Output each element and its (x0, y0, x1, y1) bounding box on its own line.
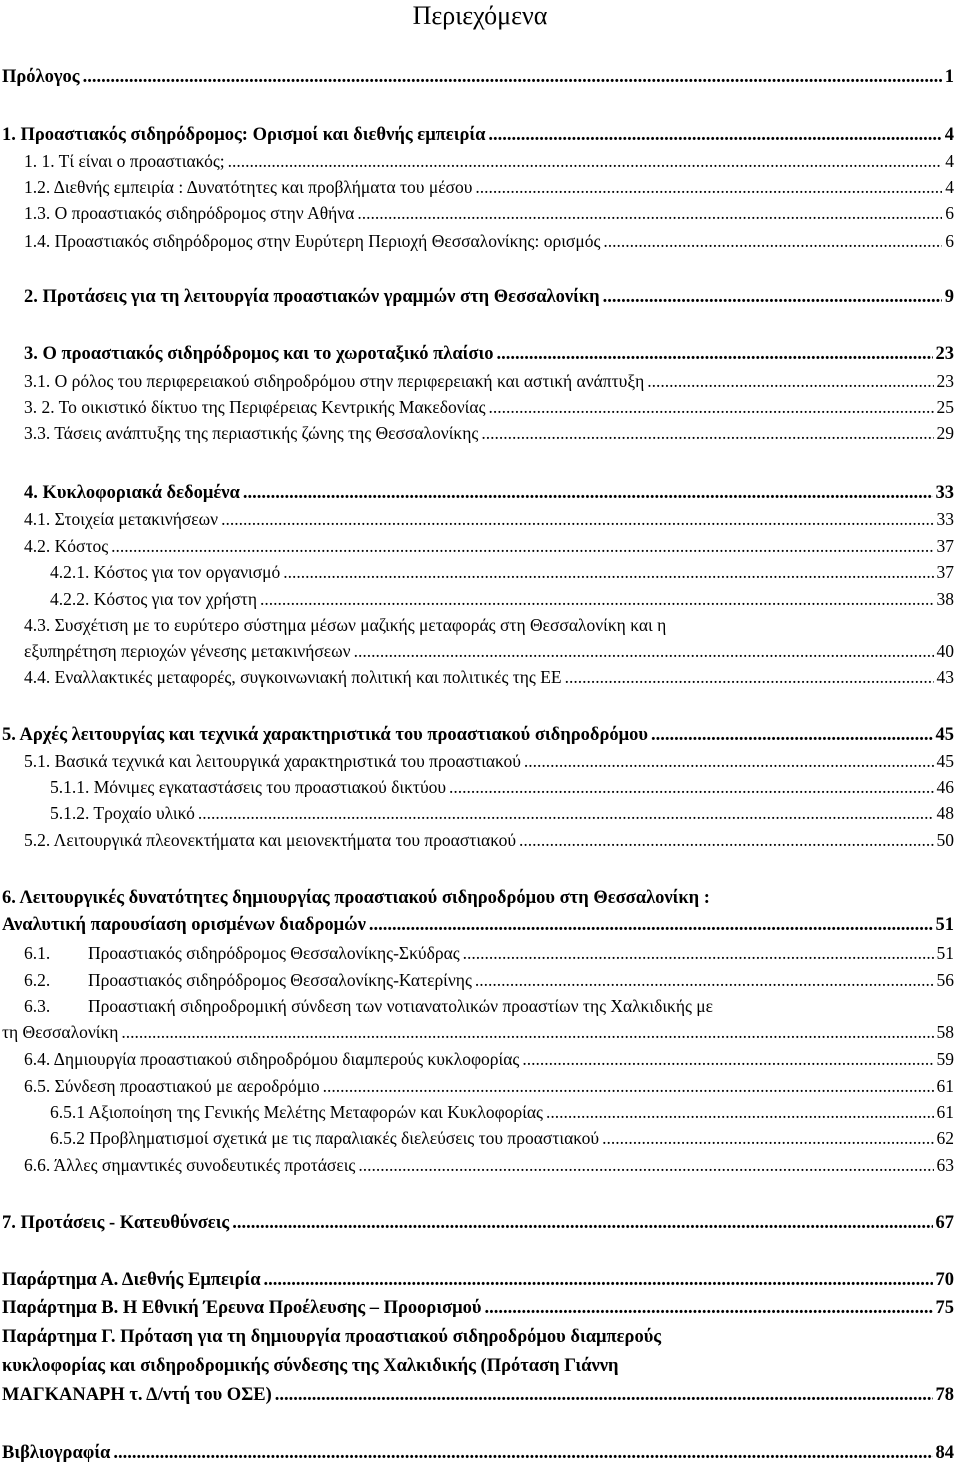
toc-entry-4-2[interactable] (24, 535, 954, 557)
toc-label: 3.3. Τάσεις ανάπτυξης της περιαστικής ζώνης της Θεσσαλονίκης (24, 423, 479, 443)
toc-label: 5.1.2. Τροχαίο υλικό (50, 803, 195, 823)
toc-entry-chapter-5[interactable] (2, 724, 954, 746)
toc-entry-4-4[interactable] (24, 666, 954, 688)
toc-label: 4.2.1. Κόστος για τον οργανισμό (50, 562, 281, 582)
toc-page-number: 75 (935, 1298, 954, 1318)
toc-page-number: 29 (936, 423, 954, 443)
toc-label: Παράρτημα Α. Διεθνής Εμπειρία (2, 1270, 261, 1290)
toc-page-number: 51 (936, 943, 954, 963)
toc-label: 1.3. Ο προαστιακός σιδηρόδρομος στην Αθήνα (24, 203, 355, 223)
toc-page-number: 6 (945, 231, 954, 251)
toc-entry-chapter-1[interactable] (2, 124, 954, 146)
toc-page-number: 61 (936, 1076, 954, 1096)
toc-page-number: 4 (944, 125, 954, 145)
toc-page-number: 46 (936, 777, 954, 797)
toc-entry-appendix-c-line-2[interactable]: κυκλοφορίας και σιδηροδρομικής σύνδεσης της Χαλκιδικής (Πρόταση Γιάννη (2, 1356, 619, 1376)
toc-label: Προαστιακή σιδηροδρομική σύνδεση των νοτιανατολικών προαστίων της Χαλκιδικής με (88, 996, 714, 1016)
toc-page-number: 61 (936, 1102, 954, 1122)
toc-entry-5-1-2[interactable] (50, 802, 954, 824)
toc-label: τη Θεσσαλονίκη (2, 1022, 119, 1042)
toc-entry-bibliography[interactable] (2, 1442, 954, 1464)
toc-label: 5.1. Βασικά τεχνικά και λειτουργικά χαρακτηριστικά του προαστιακού (24, 751, 521, 771)
toc-label: ΜΑΓΚΑΝΑΡΗ τ. Δ/ντή του ΟΣΕ) (2, 1385, 272, 1405)
toc-entry-chapter-7[interactable] (2, 1212, 954, 1234)
toc-page-number: 48 (936, 803, 954, 823)
toc-label: 3. Ο προαστιακός σιδηρόδρομος και το χωροταξικό πλαίσιο (24, 344, 494, 364)
toc-label: εξυπηρέτηση περιοχών γένεσης μετακινήσεων (24, 641, 351, 661)
toc-label: 6.5.2 Προβληματισμοί σχετικά με τις παραλιακές διελεύσεις του προαστιακού (50, 1128, 600, 1148)
toc-page-number: 23 (936, 371, 954, 391)
toc-page-number: 63 (936, 1155, 954, 1175)
toc-page-number: 4 (945, 177, 954, 197)
toc-entry-3-3[interactable] (24, 422, 954, 444)
toc-entry-1-1[interactable] (24, 150, 954, 172)
toc-page-number: 56 (936, 970, 954, 990)
toc-label: 2. Προτάσεις για τη λειτουργία προαστιακών γραμμών στη Θεσσαλονίκη (24, 287, 600, 307)
toc-page-number: 58 (936, 1022, 954, 1042)
toc-entry-5-1-1[interactable] (50, 776, 954, 798)
toc-entry-chapter-2[interactable] (24, 286, 954, 308)
toc-label: 6.6. Άλλες σημαντικές συνοδευτικές προτάσεις (24, 1155, 356, 1175)
toc-entry-6-5-1[interactable] (50, 1101, 954, 1123)
toc-page-number: 37 (936, 562, 954, 582)
toc-number: 6.2. (24, 970, 51, 990)
toc-label: Αναλυτική παρουσίαση ορισμένων διαδρομών (2, 915, 366, 935)
toc-label: 4.2.2. Κόστος για τον χρήστη (50, 589, 257, 609)
toc-entry-6-5-2[interactable] (50, 1127, 954, 1149)
toc-entry-1-3[interactable] (24, 202, 954, 224)
toc-entry-1-4[interactable] (24, 230, 954, 252)
toc-entry-5-1[interactable] (24, 750, 954, 772)
toc-entry-4-3[interactable] (24, 640, 954, 662)
toc-label: Προαστιακός σιδηρόδρομος Θεσσαλονίκης-Κατερίνης (88, 970, 472, 990)
toc-label: 6.4. Δημιουργία προαστιακού σιδηροδρόμου διαμπερούς κυκλοφορίας (24, 1049, 520, 1069)
toc-page-number: 23 (935, 344, 954, 364)
toc-entry-1-2[interactable] (24, 176, 954, 198)
toc-entry-appendix-c-line-1[interactable]: Παράρτημα Γ. Πρόταση για τη δημιουργία προαστιακού σιδηροδρόμου διαμπερούς (2, 1327, 662, 1347)
toc-label: 3. 2. Το οικιστικό δίκτυο της Περιφέρειας Κεντρικής Μακεδονίας (24, 397, 486, 417)
toc-label: Πρόλογος (2, 67, 80, 87)
toc-page-number: 9 (944, 287, 954, 307)
toc-page-number: 51 (935, 915, 954, 935)
toc-entry-3-1[interactable] (24, 370, 954, 392)
toc-label: 4.1. Στοιχεία μετακινήσεων (24, 509, 219, 529)
toc-entry-6-4[interactable] (24, 1048, 954, 1070)
toc-entry-4-3-line-1[interactable]: 4.3. Συσχέτιση με το ευρύτερο σύστημα μέσων μαζικής μεταφοράς στη Θεσσαλονίκη και η (24, 615, 667, 635)
toc-label: 1. Προαστιακός σιδηρόδρομος: Ορισμοί και διεθνής εμπειρία (2, 125, 486, 145)
toc-entry-appendix-b[interactable] (2, 1297, 954, 1319)
toc-label: Βιβλιογραφία (2, 1443, 111, 1463)
toc-page-number: 37 (936, 536, 954, 556)
toc-label: 5. Αρχές λειτουργίας και τεχνικά χαρακτηριστικά του προαστιακού σιδηροδρόμου (2, 725, 649, 745)
toc-page-number: 70 (935, 1270, 954, 1290)
toc-page-number: 50 (936, 830, 954, 850)
toc-page-number: 67 (935, 1213, 954, 1233)
toc-label: 6.5. Σύνδεση προαστιακού με αεροδρόμιο (24, 1076, 320, 1096)
toc-label: 1.4. Προαστιακός σιδηρόδρομος στην Ευρύτερη Περιοχή Θεσσαλονίκης: ορισμός (24, 231, 601, 251)
toc-entry-6-6[interactable] (24, 1154, 954, 1176)
toc-page-number: 33 (936, 509, 954, 529)
toc-page-number: 84 (935, 1443, 954, 1463)
toc-label: 5.1.1. Μόνιμες εγκαταστάσεις του προαστιακού δικτύου (50, 777, 447, 797)
toc-entry-6-2[interactable] (24, 969, 954, 991)
toc-label: 7. Προτάσεις - Κατευθύνσεις (2, 1213, 230, 1233)
toc-label: 5.2. Λειτουργικά πλεονεκτήματα και μειονεκτήματα του προαστιακού (24, 830, 517, 850)
toc-label: Προαστιακός σιδηρόδρομος Θεσσαλονίκης-Σκύδρας (88, 943, 460, 963)
toc-entry-6-3-line-1[interactable] (24, 995, 954, 1017)
toc-entry-4-2-1[interactable] (50, 561, 954, 583)
toc-entry-appendix-a[interactable] (2, 1269, 954, 1291)
toc-entry-6-3[interactable] (2, 1021, 954, 1043)
toc-entry-chapter-6-line-1[interactable]: 6. Λειτουργικές δυνατότητες δημιουργίας προαστιακού σιδηροδρόμου στη Θεσσαλονίκη : (2, 888, 710, 908)
toc-page-number: 6 (945, 203, 954, 223)
toc-entry-6-1[interactable] (24, 942, 954, 964)
toc-label: Παράρτημα Β. Η Εθνική Έρευνα Προέλευσης – Προορισμού (2, 1298, 482, 1318)
toc-entry-appendix-c[interactable] (2, 1384, 954, 1406)
toc-entry-chapter-3[interactable] (24, 343, 954, 365)
toc-entry-prologue[interactable] (2, 66, 954, 88)
toc-entry-4-2-2[interactable] (50, 588, 954, 610)
toc-entry-chapter-4[interactable] (24, 482, 954, 504)
toc-label: 1. 1. Τί είναι ο προαστιακός; (24, 151, 225, 171)
page-title: Περιεχόμενα (412, 1, 548, 30)
toc-page-number: 43 (936, 667, 954, 687)
toc-page-number: 25 (936, 397, 954, 417)
toc-label: 3.1. Ο ρόλος του περιφερειακού σιδηροδρόμου στην περιφερειακή και αστική ανάπτυξη (24, 371, 645, 391)
toc-page-number: 78 (935, 1385, 954, 1405)
toc-label: 4. Κυκλοφοριακά δεδομένα (24, 483, 240, 503)
toc-entry-4-1[interactable] (24, 508, 954, 530)
toc-entry-6-5[interactable] (24, 1075, 954, 1097)
toc-page-number: 38 (936, 589, 954, 609)
toc-label: 1.2. Διεθνής εμπειρία : Δυνατότητες και προβλήματα του μέσου (24, 177, 473, 197)
toc-page-number: 33 (935, 483, 954, 503)
toc-number: 6.1. (24, 943, 51, 963)
toc-page-number: 4 (945, 151, 954, 171)
toc-label: 4.4. Εναλλακτικές μεταφορές, συγκοινωνιακή πολιτική και πολιτικές της ΕΕ (24, 667, 562, 687)
toc-entry-5-2[interactable] (24, 829, 954, 851)
toc-label: 4.2. Κόστος (24, 536, 109, 556)
toc-page-number: 1 (944, 67, 954, 87)
toc-page-number: 59 (936, 1049, 954, 1069)
toc-page-number: 62 (936, 1128, 954, 1148)
toc-label: 6.5.1 Αξιοποίηση της Γενικής Μελέτης Μεταφορών και Κυκλοφορίας (50, 1102, 543, 1122)
toc-entry-chapter-6[interactable] (2, 914, 954, 936)
toc-entry-3-2[interactable] (24, 396, 954, 418)
toc-page-number: 45 (935, 725, 954, 745)
toc-number: 6.3. (24, 996, 51, 1016)
toc-page-number: 45 (936, 751, 954, 771)
toc-page-number: 40 (936, 641, 954, 661)
